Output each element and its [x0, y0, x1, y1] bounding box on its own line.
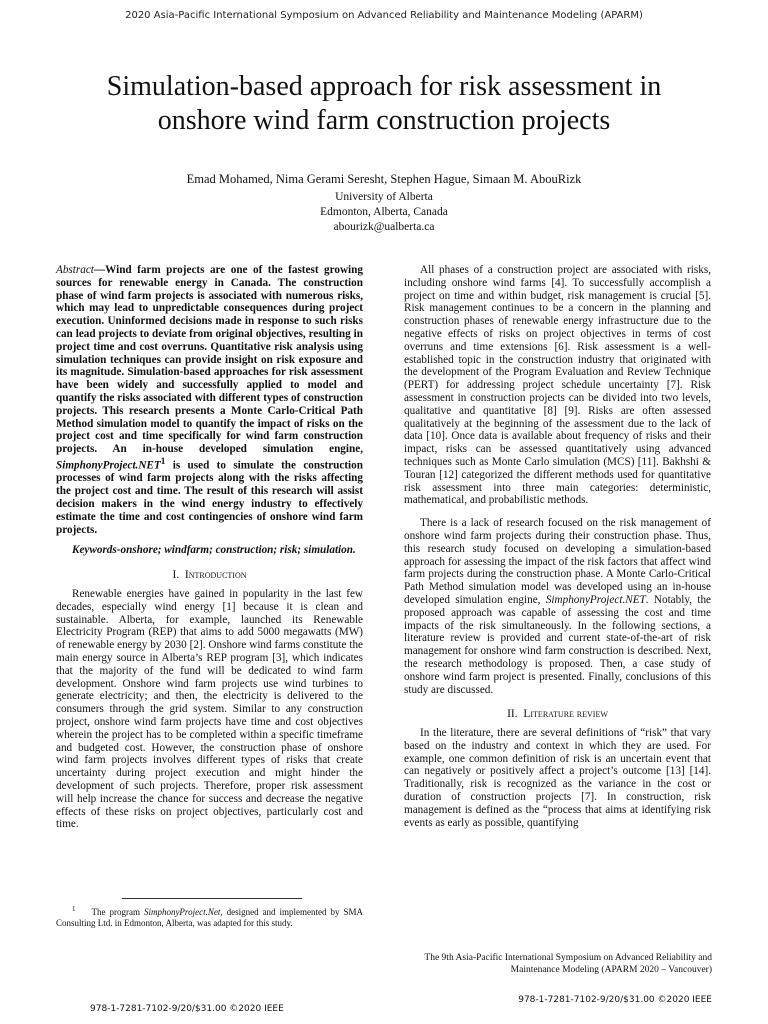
- footnote-number: 1: [72, 905, 76, 913]
- email: abourizk@ualberta.ca: [333, 221, 435, 233]
- intro-paragraph: Renewable energies have gained in popularity in the last few decades, especially wind energy [1] because it is clean and sustainable. Alberta, for example, launched its Renewable Electricity Program (REP) that aims to add 5000 megawatts (MW) of renewable energy by 2030 [2]. Onshore wind farms constitute the main energy source in Alberta’s REP program [3], which indicates that the majority of the fund will be dedicated to wind farm development. Onshore wind farm projects use wind turbines to generate electricity; and then, the electricity is delivered to the consumers through the grid system. Similar to any construction project, onshore wind farm projects have time and cost objectives wherein the project has to be completed within a specific timeframe and budgeted cost. However, the construction phase of onshore wind farm projects involves different types of risks that create uncertainty during project execution and might hinder the development of such projects. Therefore, proper risk assessment will help increase the chance for success and decrease the negative effects of these risks on project objectives, particularly cost and time.: [56, 588, 363, 831]
- footnote-marker: 1: [160, 456, 166, 467]
- right-column: [404, 264, 711, 829]
- symposium-footer: [392, 952, 712, 976]
- section-number: I.: [172, 569, 180, 582]
- section-heading-literature-review: [404, 708, 711, 721]
- title-line-2: onshore wind farm construction projects: [157, 105, 611, 136]
- footnote-text-b: , designed and implemented by SMA Consulting Ltd. in Edmonton, Alberta, was adapted for this study.: [56, 907, 364, 928]
- section-title: Literature review: [523, 708, 608, 721]
- right-paragraph-2-text-b: . Notably, the proposed approach was capable of assessing the cost and time impacts of the risk simultaneously. In the following sections, a literature review is provided and current state-of-the-art of risk management for onshore wind farm construction is described. Next, the research methodology is proposed. Then, a case study of onshore wind farm project is presented. Finally, conclusions of this study are discussed.: [404, 593, 711, 696]
- abstract-dash: —: [93, 264, 106, 276]
- abstract-label: Abstract: [56, 264, 94, 276]
- location: Edmonton, Alberta, Canada: [320, 206, 448, 218]
- section-heading-introduction: [56, 569, 363, 582]
- right-paragraph-2-text-a: There is a lack of research focused on the risk management of onshore wind farm projects during their construction phase. Thus, this research study focused on developing a simulation-based approach for assessing the impact of the risk factors that affect wind farm projects during the construction phase. A Monte Carlo-Critical Path Method simulation model was developed using an in-house developed simulation engine,: [404, 517, 711, 606]
- right-paragraph-2: [404, 517, 711, 696]
- copyright-left: 978-1-7281-7102-9/20/$31.00 ©2020 IEEE: [90, 1004, 284, 1014]
- paper-title: [40, 70, 728, 138]
- title-line-1: Simulation-based approach for risk assessment in: [106, 71, 662, 102]
- author-list: Emad Mohamed, Nima Gerami Seresht, Stephen Hague, Simaan M. AbouRizk: [186, 172, 582, 186]
- copyright-right: 978-1-7281-7102-9/20/$31.00 ©2020 IEEE: [518, 995, 712, 1005]
- abstract-text-2: is used to simulate the construction processes of wind farm projects along with the risks affecting the project cost and time. The result of this research will assist decision makers in the wind energy industry to effectively estimate the time and cost contingencies of onshore wind farm projects.: [56, 459, 363, 536]
- abstract: [56, 264, 363, 536]
- literature-paragraph: In the literature, there are several definitions of “risk” that vary based on the industry and context in which they are used. For example, one common definition of risk is an uncertain event that can negatively or positively affect a project’s outcome [13] [14]. Traditionally, risk is recognized as the variance in the cost or duration of construction projects [7]. In construction, risk management is defined as the “process that aims at identifying risk events as early as possible, quantifying: [404, 727, 711, 829]
- right-paragraph-1: All phases of a construction project are associated with risks, including onshore wind farms [4]. To successfully accomplish a project on time and within budget, risk management is crucial [5]. Risk management continues to be a concern in the planning and construction phases of renewable energy infrastructure due to the negative effects of risks on project objectives in terms of cost overruns and time extensions [6]. Risk assessment is a well-established topic in the construction industry that originated with the development of the Program Evaluation and Review Technique (PERT) for addressing project schedule uncertainty [7]. Risk assessment in construction projects can be divided into two levels, qualitative and quantitative [8] [9]. Risks are often assessed qualitatively at the beginning of the assessment due to the lack of data [10]. Once data is available about frequency of risks and their impact, risks can be assessed quantitatively using advanced techniques such as Monte Carlo simulation (MCS) [11]. Bakhshi & Touran [12] categorized the different methods used for quantitative risk assessment into three main categories: deterministic, mathematical, and probabilistic methods.: [404, 264, 711, 507]
- affiliation-block: [40, 190, 728, 235]
- conference-header: 2020 Asia-Pacific International Symposium on Advanced Reliability and Maintenance Modeling (APARM): [125, 10, 643, 21]
- footnote-text-a: The program: [91, 907, 144, 917]
- left-column: [56, 264, 363, 831]
- symposium-line-1: The 9th Asia-Pacific International Symposium on Advanced Reliability and: [424, 953, 712, 963]
- abstract-text-1: Wind farm projects are one of the fastest growing sources for renewable energy in Canada. The construction phase of wind farm projects is associated with numerous risks, which may lead to unpredictable consequences during project execution. Uninformed decisions made in response to such risks can lead projects to deviate from original objectives, resulting in project time and cost overruns. Quantitative risk analysis using simulation techniques can provide insight on risk exposure and its magnitude. Simulation-based approaches for risk assessment have been widely and successfully applied to model and quantify the risks associated with different types of construction projects. This research presents a Monte Carlo-Critical Path Method simulation model to quantify the impact of risks on the project cost and time specifically for wind farm construction projects. An in-house developed simulation engine,: [56, 264, 363, 456]
- keywords: Keywords-onshore; windfarm; construction; risk; simulation.: [72, 544, 356, 557]
- section-title: Introduction: [184, 569, 247, 582]
- footnote-engine: SimphonyProject.Net: [143, 907, 221, 917]
- footnote: [56, 904, 363, 929]
- affiliation: University of Alberta: [335, 191, 433, 203]
- abstract-engine-name: SimphonyProject.NET: [56, 459, 161, 472]
- footnote-rule: [122, 898, 302, 899]
- symposium-line-2: Maintenance Modeling (APARM 2020 – Vancouver): [510, 965, 712, 975]
- right-paragraph-2-engine: SimphonyProject.NET: [545, 593, 646, 606]
- section-number: II.: [507, 708, 518, 721]
